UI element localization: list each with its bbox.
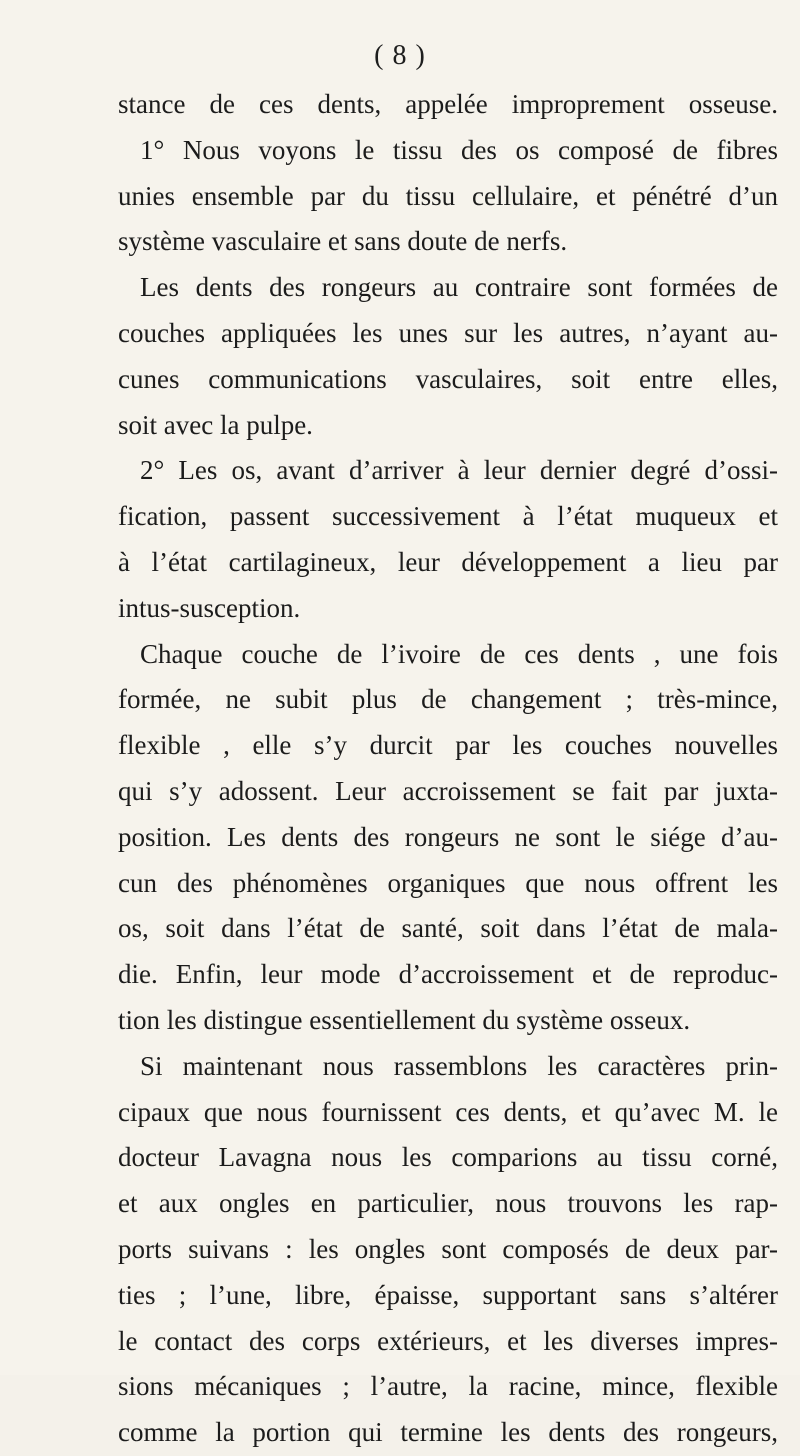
text-line: os, soit dans l’état de santé, soit dans l’état de mala- (118, 913, 778, 944)
text-line: formée, ne subit plus de changement ; très-mince, (118, 684, 778, 715)
text-line: docteur Lavagna nous les comparions au tissu corné, (118, 1142, 778, 1173)
text-line: sions mécaniques ; l’autre, la racine, mince, flexible (118, 1371, 778, 1402)
text-line: ports suivans : les ongles sont composés de deux par- (118, 1233, 778, 1264)
text-line: tion les distingue essentiellement du système osseux. (118, 1004, 691, 1035)
text-line: unies ensemble par du tissu cellulaire, et pénétré d’un (118, 180, 778, 211)
page-number: ( 8 ) (374, 40, 426, 71)
text-line: Si maintenant nous rassemblons les caractères prin- (140, 1050, 778, 1081)
text-line: à l’état cartilagineux, leur développement a lieu par (118, 546, 778, 577)
text-line: qui s’y adossent. Leur accroissement se fait par juxta- (118, 775, 778, 806)
text-line: intus-susception. (118, 592, 301, 623)
text-line: soit avec la pulpe. (118, 409, 313, 440)
text-line: Chaque couche de l’ivoire de ces dents , une fois (140, 638, 778, 669)
text-line: 2° Les os, avant d’arriver à leur dernier degré d’ossi- (140, 455, 778, 486)
body-text (118, 82, 778, 1456)
text-line: Les dents des rongeurs au contraire sont formées de (140, 272, 778, 303)
text-line: comme la portion qui termine les dents des rongeurs, (118, 1417, 778, 1448)
text-line: couches appliquées les unes sur les autres, n’ayant au- (118, 317, 778, 348)
text-line: position. Les dents des rongeurs ne sont le siége d’au- (118, 821, 778, 852)
text-line: cunes communications vasculaires, soit entre elles, (118, 363, 778, 394)
text-line: et aux ongles en particulier, nous trouvons les rap- (118, 1188, 778, 1219)
text-line: le contact des corps extérieurs, et les diverses impres- (118, 1325, 778, 1356)
text-line: ties ; l’une, libre, épaisse, supportant sans s’altérer (118, 1279, 778, 1310)
text-line: fication, passent successivement à l’état muqueux et (118, 501, 778, 532)
text-line: flexible , elle s’y durcit par les couches nouvelles (118, 730, 778, 761)
text-line: 1° Nous voyons le tissu des os composé de fibres (140, 134, 778, 165)
text-line: cun des phénomènes organiques que nous offrent les (118, 867, 778, 898)
text-line: système vasculaire et sans doute de nerfs. (118, 226, 568, 257)
text-line: stance de ces dents, appelée improprement osseuse. (118, 89, 778, 119)
text-line: cipaux que nous fournissent ces dents, et qu’avec M. le (118, 1096, 778, 1127)
text-line: die. Enfin, leur mode d’accroissement et de reproduc- (118, 959, 778, 990)
